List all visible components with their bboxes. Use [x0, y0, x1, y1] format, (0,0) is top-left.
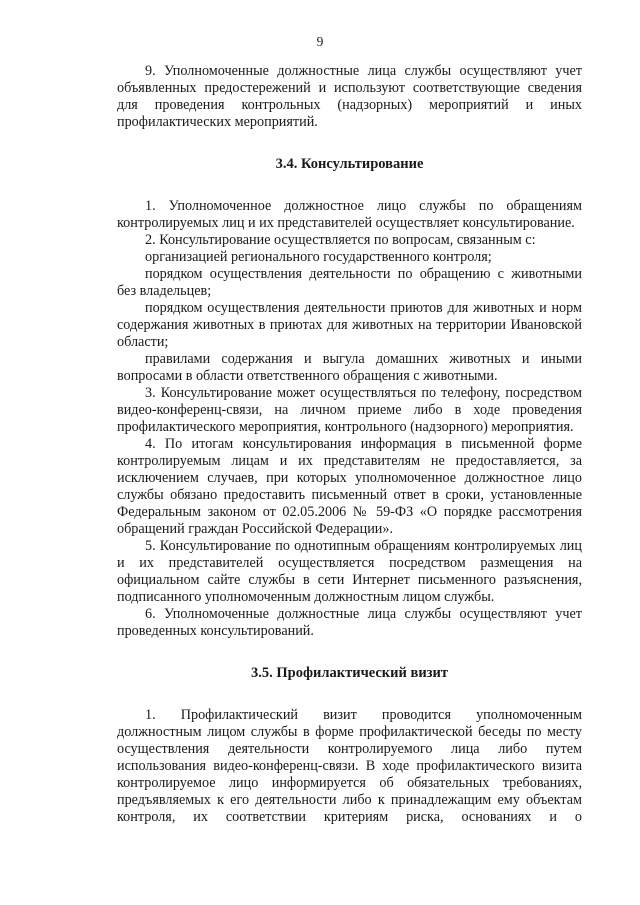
section-3-4-paragraph: 2. Консультирование осуществляется по вопросам, связанным с:: [145, 232, 536, 248]
section-3-5-heading: 3.5. Профилактический визит: [251, 665, 448, 681]
section-3-4-heading: 3.4. Консультирование: [275, 156, 424, 172]
section-3-4-paragraph: 4. По итогам консультирования информация в письменной форме контролируемым лицам и их представителям не предоставляется, за исключением случаев, при которых уполномоченное должностное лицо службы обязано предоставить письменный ответ в сроки, установленные Федеральным законом от 02.05.2006 № 59-ФЗ «О порядке рассмотрения обращений граждан Российской Федерации».: [117, 436, 582, 537]
section-3-4-paragraph: порядком осуществления деятельности приютов для животных и норм содержания животных в приютах для животных на территории Ивановской области;: [117, 300, 582, 350]
section-3-4-paragraph: организацией регионального государственного контроля;: [145, 249, 492, 265]
document-body: [117, 63, 582, 826]
section-3-4-paragraph: 3. Консультирование может осуществляться по телефону, посредством видео-конференц-связи, на личном приеме либо в ходе проведения профилактического мероприятия, контрольного (надзорного) мероприятия.: [117, 385, 582, 435]
section-3-5-paragraph: 1. Профилактический визит проводится уполномоченным должностным лицом службы в форме профилактической беседы по месту осуществления деятельности контролируемого лица либо путем использования видео-конференц-связи. В ходе профилактического визита контролируемое лицо информируется об обязательных требованиях, предъявляемых к его деятельности либо к принадлежащим ему объектам контроля, их соответствии критериям риска, основаниях и о: [117, 707, 582, 825]
intro-paragraph: 9. Уполномоченные должностные лица службы осуществляют учет объявленных предостережений и используют соответствующие сведения для проведения контрольных (надзорных) мероприятий и иных профилактических мероприятий.: [117, 63, 582, 130]
section-3-4-paragraph: 6. Уполномоченные должностные лица службы осуществляют учет проведенных консультирований.: [117, 606, 582, 639]
section-3-4-paragraph: порядком осуществления деятельности по обращению с животными без владельцев;: [117, 266, 582, 299]
section-3-4-paragraph: правилами содержания и выгула домашних животных и иными вопросами в области ответственного обращения с животными.: [117, 351, 582, 384]
page-number: 9: [316, 34, 324, 49]
section-3-4-paragraph: 1. Уполномоченное должностное лицо службы по обращениям контролируемых лиц и их представителей осуществляет консультирование.: [117, 198, 582, 231]
section-3-4-paragraph: 5. Консультирование по однотипным обращениям контролируемых лиц и их представителей осуществляется посредством размещения на официальном сайте службы в сети Интернет письменного разъяснения, подписанного уполномоченным должностным лицом службы.: [117, 538, 582, 605]
